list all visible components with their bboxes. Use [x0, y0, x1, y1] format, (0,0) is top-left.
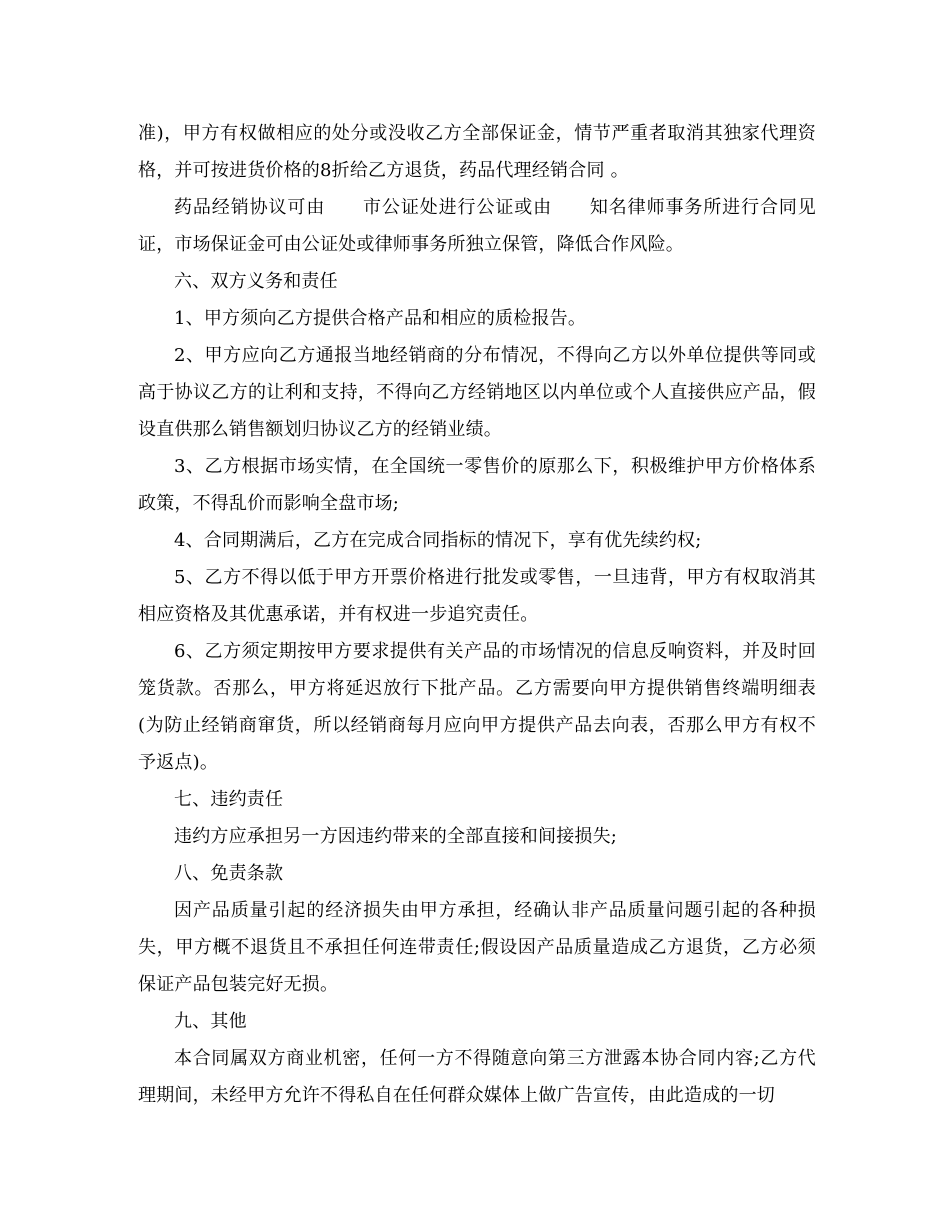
paragraph-exemption: 因产品质量引起的经济损失由甲方承担，经确认非产品质量问题引起的各种损失，甲方概不退货且不承担任何连带责任;假设因产品质量造成乙方退货，乙方必须保证产品包装完好无损。 [138, 900, 816, 995]
section-heading-obligations: 六、双方义务和责任 [174, 271, 338, 292]
section-heading-exemption: 八、免责条款 [174, 863, 284, 884]
clause-2: 2、甲方应向乙方通报当地经销商的分布情况，不得向乙方以外单位提供等同或高于协议乙方的让利和支持，不得向乙方经销地区以内单位或个人直接供应产品，假设直供那么销售额划归协议乙方的经销业绩。 [138, 345, 816, 440]
paragraph-breach: 违约方应承担另一方因违约带来的全部直接和间接损失; [174, 826, 618, 847]
clause-4: 4、合同期满后，乙方在完成合同指标的情况下，享有优先续约权; [174, 530, 702, 551]
section-heading-breach: 七、违约责任 [174, 789, 284, 810]
document-body [138, 115, 816, 1114]
clause-3: 3、乙方根据市场实情，在全国统一零售价的原那么下，积极维护甲方价格体系政策，不得乱价而影响全盘市场; [138, 456, 816, 514]
paragraph-other: 本合同属双方商业机密，任何一方不得随意向第三方泄露本协合同内容;乙方代理期间，未经甲方允许不得私自在任何群众媒体上做广告宣传，由此造成的一切 [138, 1048, 816, 1106]
clause-6: 6、乙方须定期按甲方要求提供有关产品的市场情况的信息反响资料，并及时回笼货款。否那么，甲方将延迟放行下批产品。乙方需要向甲方提供销售终端明细表(为防止经销商窜货，所以经销商每月应向甲方提供产品去向表，否那么甲方有权不予返点)。 [138, 641, 816, 773]
clause-1: 1、甲方须向乙方提供合格产品和相应的质检报告。 [174, 308, 587, 329]
paragraph-notarization: 药品经销协议可由 市公证处进行公证或由 知名律师事务所进行合同见证，市场保证金可由公证处或律师事务所独立保管，降低合作风险。 [138, 197, 816, 255]
section-heading-other: 九、其他 [174, 1011, 247, 1032]
paragraph-continuation: 准)，甲方有权做相应的处分或没收乙方全部保证金，情节严重者取消其独家代理资格，并可按进货价格的8折给乙方退货，药品代理经销合同 。 [138, 123, 816, 181]
clause-5: 5、乙方不得以低于甲方开票价格进行批发或零售，一旦违背，甲方有权取消其相应资格及其优惠承诺，并有权进一步追究责任。 [138, 567, 816, 625]
